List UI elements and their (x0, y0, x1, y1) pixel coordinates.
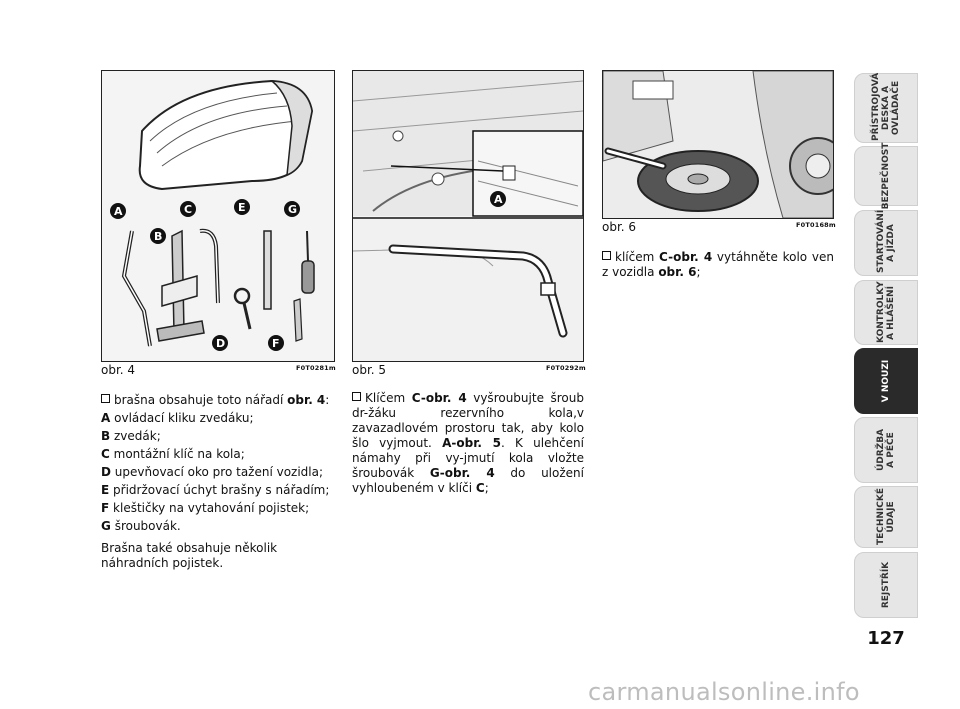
figure-5-caption: obr. 5 (352, 363, 387, 377)
list-item: E přidržovací úchyt brašny s nářadím; (101, 483, 330, 497)
svg-text:B: B (154, 230, 163, 243)
label-a-fig5 (490, 191, 506, 207)
svg-text:G: G (288, 203, 298, 216)
tools-illustration (102, 71, 334, 361)
tool-list-column (101, 391, 337, 571)
svg-text:D: D (216, 337, 226, 350)
tab-startovani[interactable]: STARTOVÁNÍ A JÍZDA (854, 210, 918, 276)
label-d (212, 335, 228, 351)
list-item: G šroubovák. (101, 519, 181, 533)
watermark: carmanualsonline.info (588, 678, 860, 706)
list-item: A ovládací kliku zvedáku; (101, 411, 254, 425)
figure-5-trunk (352, 70, 584, 362)
checkbox-bullet-icon (352, 392, 361, 401)
figure-4-caption: obr. 4 (101, 363, 136, 377)
tab-udrzba[interactable]: ÚDRŽBA A PÉČE (854, 417, 918, 483)
figure-6-caption: obr. 6 (602, 220, 637, 234)
wheel-illustration (603, 71, 833, 218)
svg-text:A: A (494, 193, 503, 206)
label-b (150, 228, 166, 244)
instruction-column-2 (352, 391, 584, 496)
svg-text:F: F (272, 337, 280, 350)
figure-5-code: F0T0292m (546, 364, 586, 372)
list-item: D upevňovací oko pro tažení vozidla; (101, 465, 324, 479)
instruction-paragraph: klíčem C-obr. 4 vytáhněte kolo ven z vozidla obr. 6; (602, 250, 834, 279)
label-c (180, 201, 196, 217)
list-item: F kleštičky na vytahování pojistek; (101, 501, 310, 515)
svg-text:A: A (114, 205, 123, 218)
tab-bezpecnost[interactable]: BEZPEČNOST (854, 146, 918, 206)
label-e (234, 199, 250, 215)
trunk-illustration (353, 71, 583, 361)
label-g (284, 201, 300, 217)
figure-6-wheel (602, 70, 834, 219)
checkbox-bullet-icon (602, 251, 611, 260)
page-number: 127 (867, 628, 905, 649)
figure-4-tools (101, 70, 335, 362)
tab-kontrolky[interactable]: KONTROLKY A HLÁŠENÍ (854, 280, 918, 345)
tab-technicke-udaje[interactable]: TECHNICKÉ ÚDAJE (854, 486, 918, 548)
figure-6-code: F0T0168m (796, 221, 836, 229)
checkbox-bullet-icon (101, 394, 110, 403)
tab-pristrojova-deska[interactable]: PŘÍSTROJOVÁ DESKA A OVLÁDAČE (854, 73, 918, 143)
list-item: B zvedák; (101, 429, 161, 443)
figure-4-code: F0T0281m (296, 364, 336, 372)
svg-text:C: C (184, 203, 193, 216)
tab-v-nouzi[interactable]: V NOUZI (854, 348, 918, 414)
instruction-paragraph: Klíčem C-obr. 4 vyšroubujte šroub dr-žáku rezervního kola,v zavazadlovém prostoru tak, aby kolo šlo vyjmout. A-obr. 5. K ulehčení námahy při vy-jmutí kola vložte šroubovák G-obr. 4 do uložení vyhloubeném v klíči C; (352, 391, 584, 495)
label-a (110, 203, 126, 219)
tab-rejstrik[interactable]: REJSTŘÍK (854, 552, 918, 618)
svg-text:E: E (238, 201, 246, 214)
tool-list-intro: brašna obsahuje toto nářadí obr. 4: (101, 391, 337, 409)
instruction-column-3 (602, 250, 834, 280)
label-f (268, 335, 284, 351)
tool-list-note: Brašna také obsahuje několik náhradních pojistek. (101, 541, 278, 570)
list-item: C montážní klíč na kola; (101, 447, 245, 461)
